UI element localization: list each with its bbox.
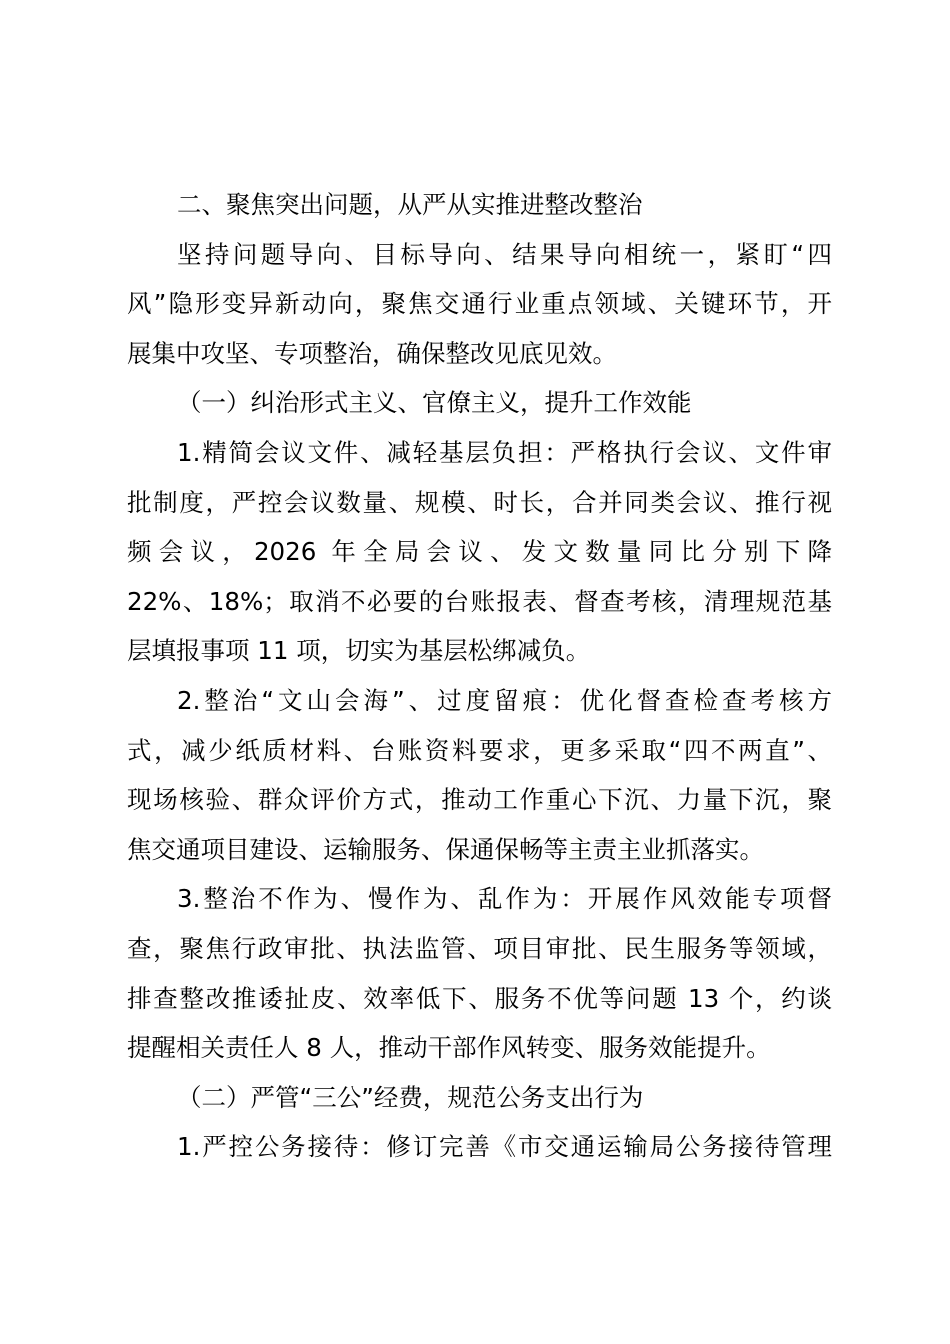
text-line: 式，减少纸质材料、台账资料要求，更多采取“四不两直”、 bbox=[127, 735, 832, 765]
document-page bbox=[127, 187, 832, 1179]
text-line: 批制度，严控会议数量、规模、时长，合并同类会议、推行视 bbox=[127, 487, 832, 517]
text-line: 查，聚焦行政审批、执法监管、项目审批、民生服务等领域， bbox=[127, 933, 832, 963]
text-line: 排查整改推诿扯皮、效率低下、服务不优等问题 13 个，约谈 bbox=[127, 983, 832, 1013]
text-line: 1.精简会议文件、减轻基层负担：严格执行会议、文件审 bbox=[177, 437, 832, 467]
text-line: 提醒相关责任人 8 人，推动干部作风转变、服务效能提升。 bbox=[127, 1033, 771, 1063]
text-line: 风”隐形变异新动向，聚焦交通行业重点领域、关键环节，开 bbox=[127, 289, 832, 319]
text-line: 二、聚焦突出问题，从严从实推进整改整治 bbox=[177, 190, 643, 219]
text-line: 展集中攻坚、专项整治，确保整改见底见效。 bbox=[127, 338, 617, 368]
text-line: （一）纠治形式主义、官僚主义，提升工作效能 bbox=[177, 388, 692, 418]
text-line: 1.严控公务接待：修订完善《市交通运输局公务接待管理 bbox=[177, 1132, 832, 1162]
body-paragraph bbox=[127, 435, 832, 683]
body-paragraph bbox=[127, 683, 832, 881]
text-line: 22%、18%；取消不必要的台账报表、督查考核，清理规范基 bbox=[127, 586, 832, 616]
text-line: 频会议，2026 年全局会议、发文数量同比分别下降 bbox=[127, 537, 832, 567]
text-line: 现场核验、群众评价方式，推动工作重心下沉、力量下沉，聚 bbox=[127, 785, 832, 815]
section-heading bbox=[127, 187, 832, 237]
body-paragraph bbox=[127, 1129, 832, 1179]
body-paragraph bbox=[127, 881, 832, 1079]
body-paragraph bbox=[127, 237, 832, 386]
text-line: 2.整治“文山会海”、过度留痕：优化督查检查考核方 bbox=[177, 685, 832, 715]
text-line: 层填报事项 11 项，切实为基层松绑减负。 bbox=[127, 636, 591, 666]
text-line: 坚持问题导向、目标导向、结果导向相统一，紧盯“四 bbox=[177, 239, 832, 269]
text-line: 3.整治不作为、慢作为、乱作为：开展作风效能专项督 bbox=[177, 884, 832, 914]
section-heading bbox=[127, 1080, 832, 1130]
section-heading bbox=[127, 385, 832, 435]
text-line: （二）严管“三公”经费，规范公务支出行为 bbox=[177, 1082, 644, 1112]
text-line: 焦交通项目建设、运输服务、保通保畅等主责主业抓落实。 bbox=[127, 834, 764, 864]
